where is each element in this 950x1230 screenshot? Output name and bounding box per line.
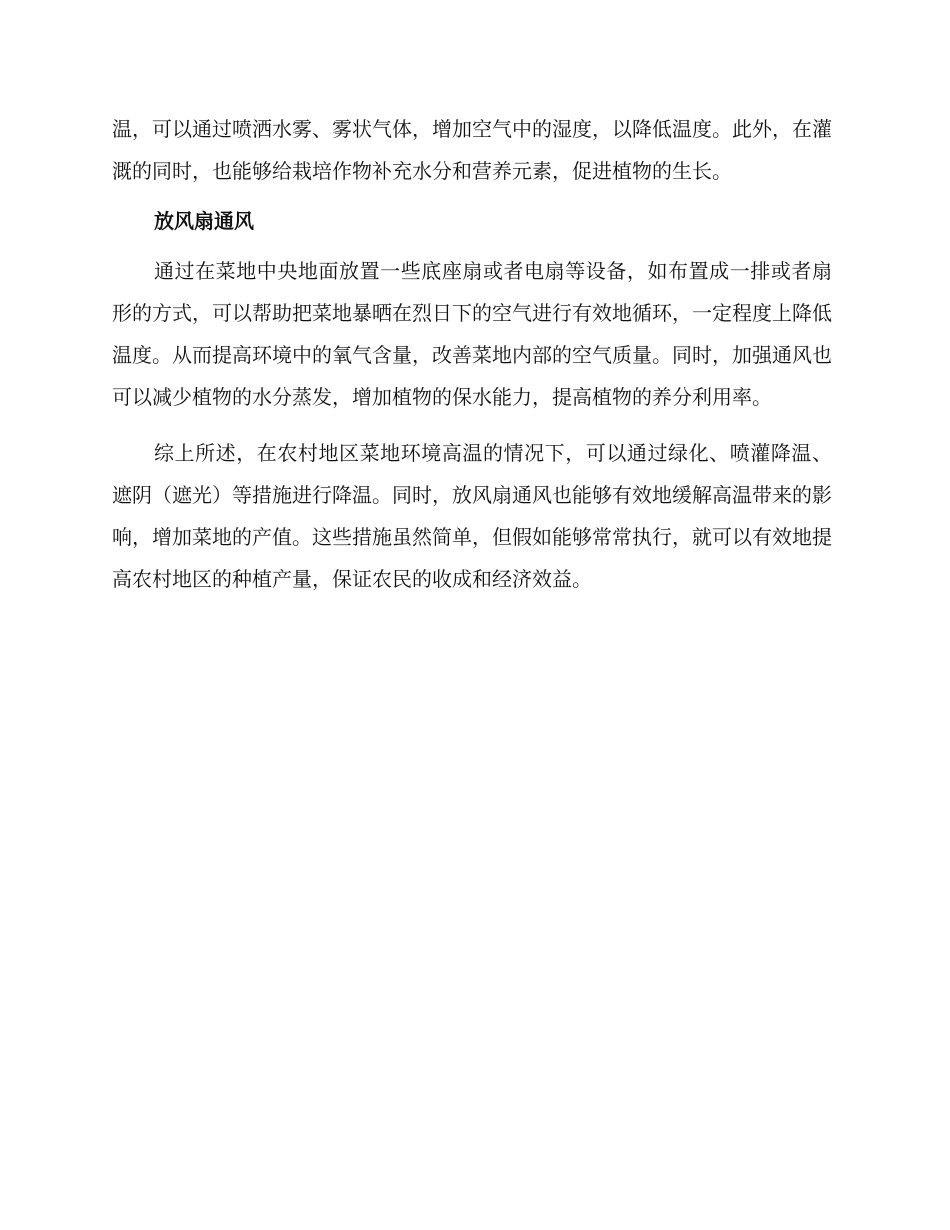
section-heading-fan-ventilation: 放风扇通风 bbox=[154, 209, 254, 233]
paragraph-fan-ventilation: 通过在菜地中央地面放置一些底座扇或者电扇等设备，如布置成一排或者扇形的方式，可以帮助把菜地暴晒在烈日下的空气进行有效地循环，一定程度上降低温度。从而提高环境中的氧气含量，改善菜地内部的空气质量。同时，加强通风也可以减少植物的水分蒸发，增加植物的保水能力，提高植物的养分利用率。 bbox=[112, 259, 832, 409]
paragraph-summary: 综上所述，在农村地区菜地环境高温的情况下，可以通过绿化、喷灌降温、遮阴（遮光）等措施进行降温。同时，放风扇通风也能够有效地缓解高温带来的影响，增加菜地的产值。这些措施虽然简单，但假如能够常常执行，就可以有效地提高农村地区的种植产量，保证农民的收成和经济效益。 bbox=[112, 441, 832, 591]
paragraph-intro-continuation: 温，可以通过喷洒水雾、雾状气体，增加空气中的湿度，以降低温度。此外，在灌溉的同时，也能够给栽培作物补充水分和营养元素，促进植物的生长。 bbox=[112, 117, 832, 183]
document-body bbox=[112, 108, 832, 614]
